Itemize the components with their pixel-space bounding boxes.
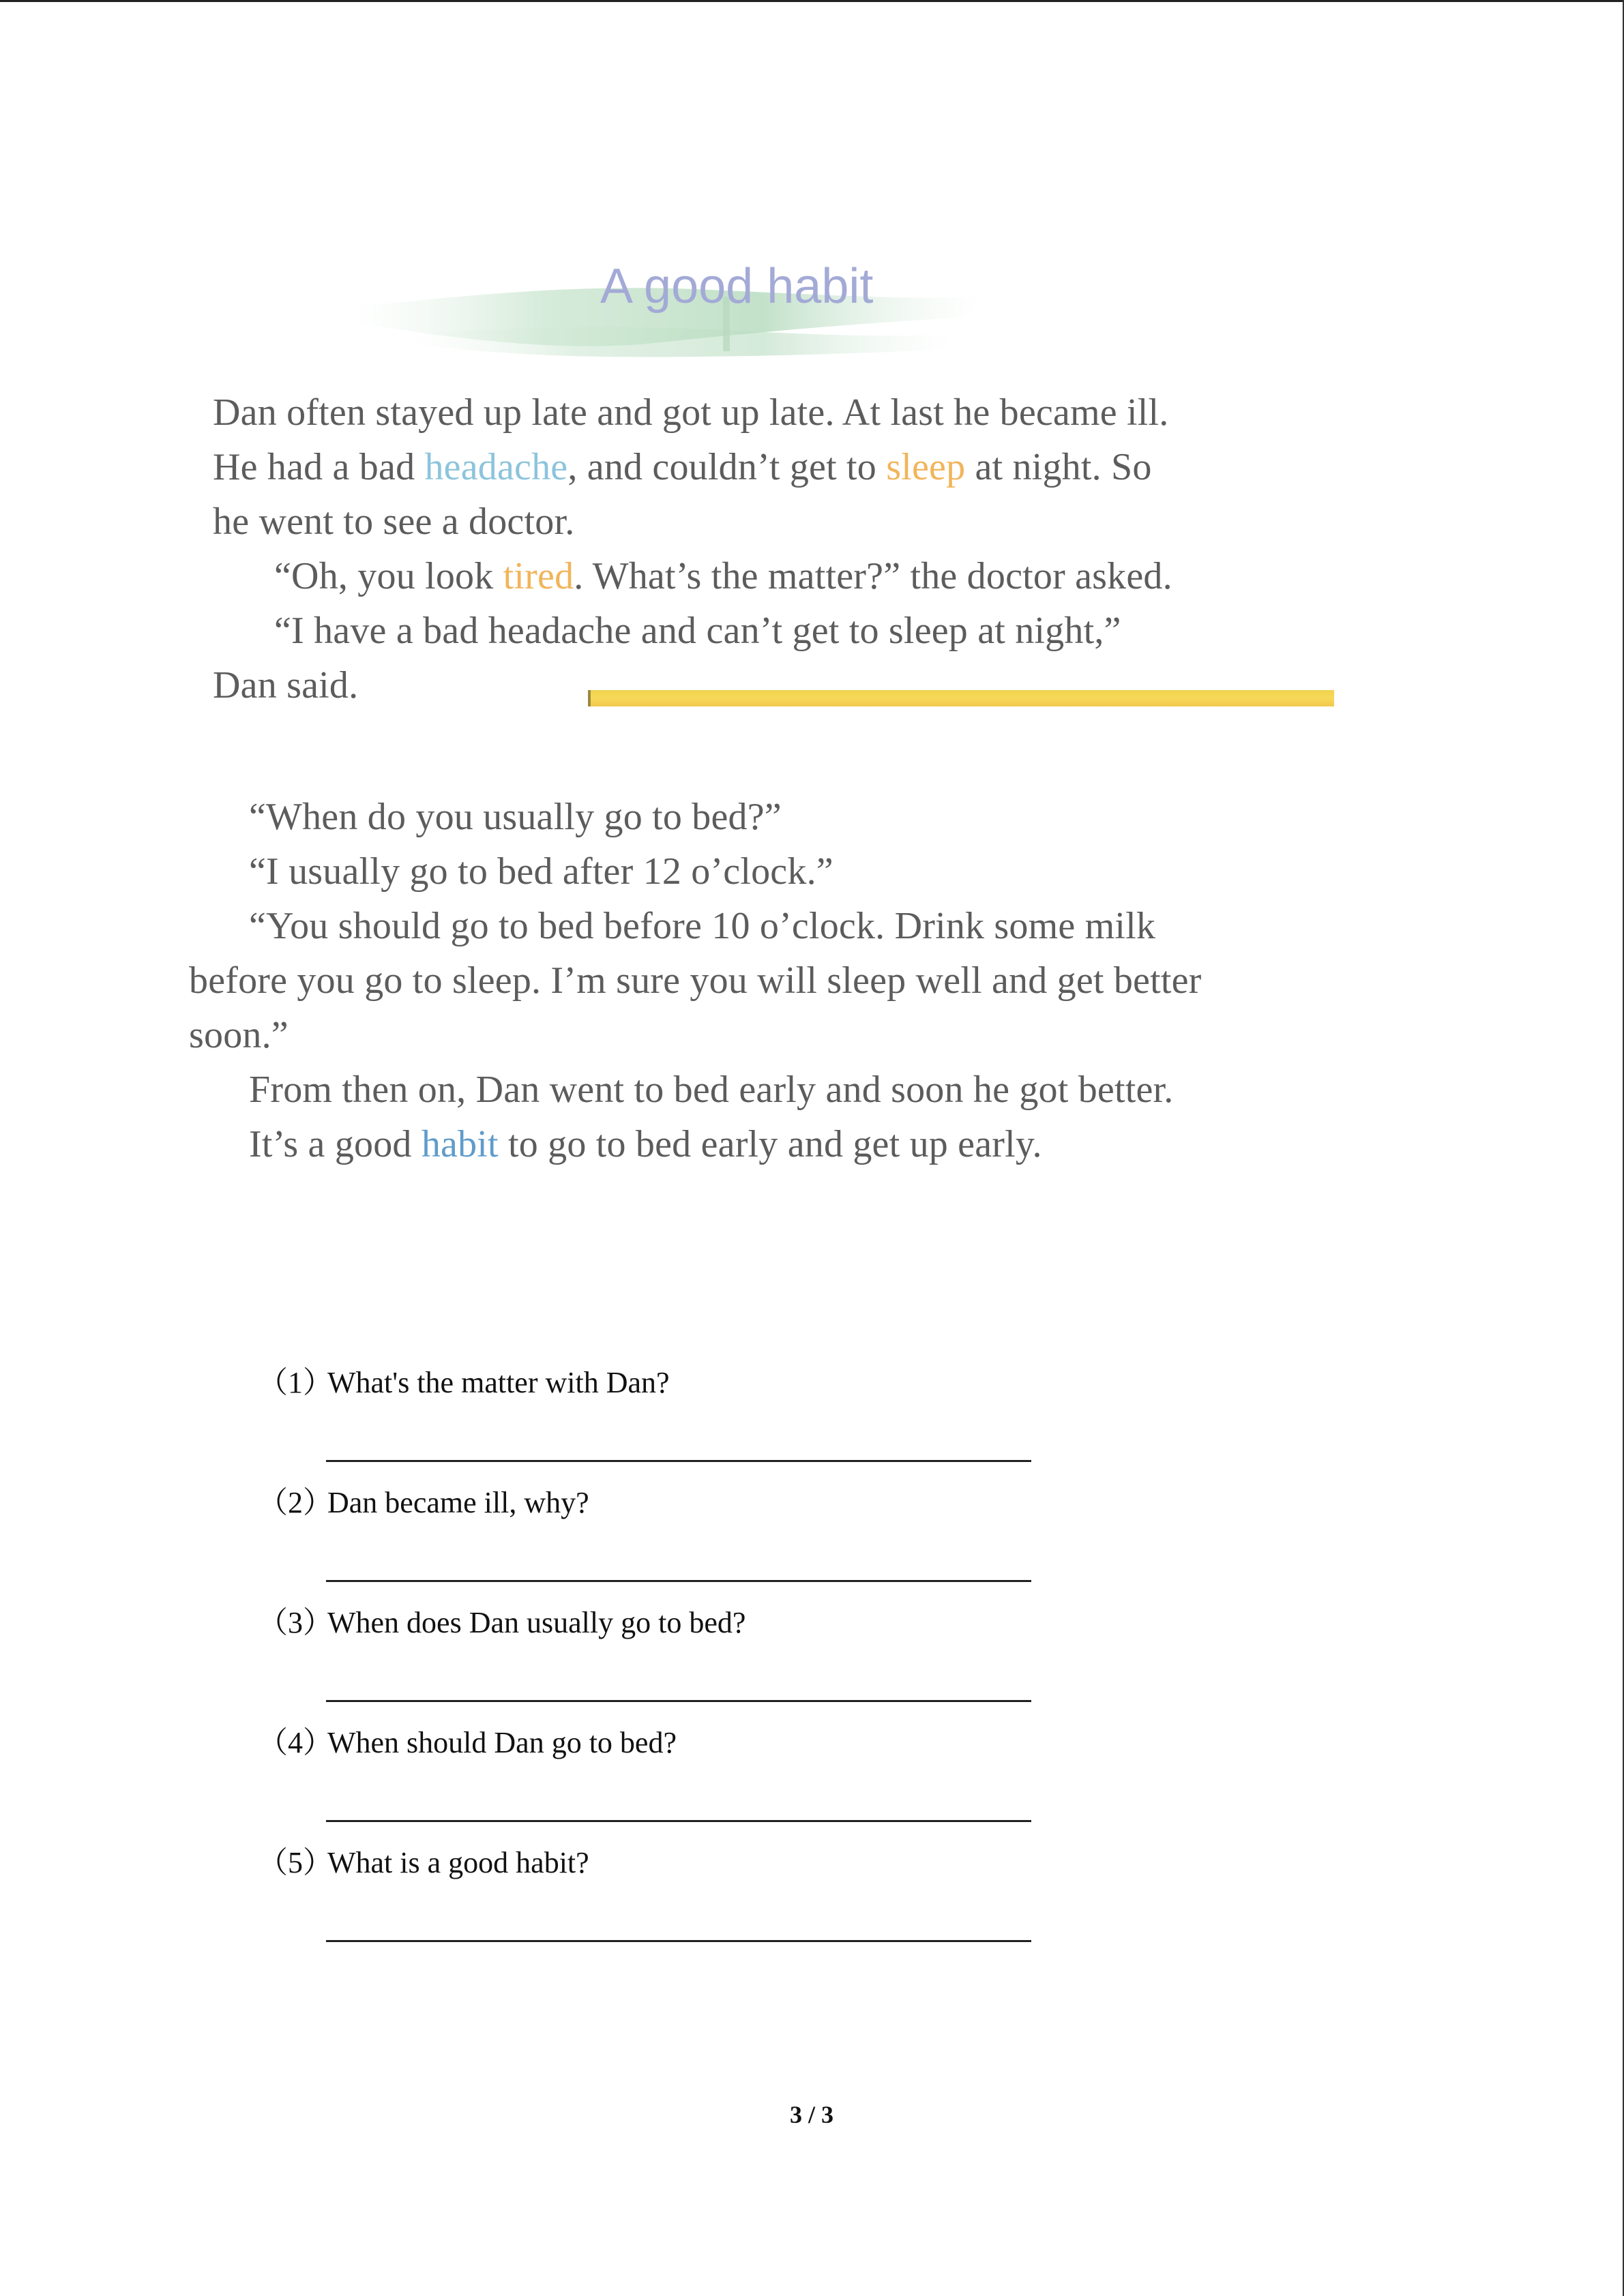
para2-line (274, 549, 1172, 603)
para6-line3: soon.” (189, 1014, 289, 1056)
para2-part-a: “Oh, you look (274, 555, 503, 597)
para4-line: “When do you usually go to bed?” (249, 796, 782, 838)
vocab-headache: headache (424, 446, 568, 488)
para1-line2-part-b: , and couldn’t get to (567, 446, 887, 488)
question-5-number: （5） (258, 1846, 333, 1879)
question-3-number: （3） (258, 1606, 333, 1639)
vocab-habit: habit (421, 1123, 499, 1165)
question-1-text: What's the matter with Dan? (327, 1366, 670, 1399)
para3-line1: “I have a bad headache and can’t get to sleep at night,” (274, 610, 1121, 652)
para1-line2-part-c: at night. So (965, 446, 1152, 488)
yellow-divider-bar (588, 690, 1334, 706)
para3-line2: Dan said. (213, 664, 359, 706)
page-top-border (0, 0, 1624, 2)
question-4-number: （4） (258, 1726, 333, 1759)
para6-line1: “You should go to bed before 10 o’clock. Drink some milk (249, 905, 1156, 947)
story-title: A good habit (600, 259, 874, 314)
question-2-number: （2） (258, 1486, 333, 1519)
para7-line: From then on, Dan went to bed early and soon he got better. (249, 1069, 1174, 1111)
vocab-tired: tired (503, 555, 574, 597)
para1-line1: Dan often stayed up late and got up late. At last he became ill. (213, 391, 1169, 434)
answer-line-5[interactable] (326, 1940, 1031, 1942)
question-3-text: When does Dan usually go to bed? (327, 1606, 746, 1639)
para5-line: “I usually go to bed after 12 o’clock.” (249, 850, 833, 893)
question-4-text: When should Dan go to bed? (327, 1726, 677, 1759)
para1-line2-part-a: He had a bad (213, 446, 425, 488)
question-1 (258, 1362, 670, 1403)
answer-line-3[interactable] (326, 1700, 1031, 1702)
answer-line-2[interactable] (326, 1580, 1031, 1582)
para1-line3: he went to see a doctor. (213, 501, 575, 543)
page-number: 3 / 3 (789, 2101, 833, 2128)
question-2-text: Dan became ill, why? (327, 1486, 589, 1519)
para1-line2 (213, 440, 1152, 494)
answer-line-4[interactable] (326, 1820, 1031, 1822)
question-5 (258, 1843, 589, 1883)
para8-part-a: It’s a good (249, 1123, 422, 1165)
para2-part-b: . What’s the matter?” the doctor asked. (574, 555, 1172, 597)
question-1-number: （1） (258, 1366, 333, 1399)
question-5-text: What is a good habit? (327, 1846, 589, 1879)
para8-line (249, 1117, 1042, 1172)
question-2 (258, 1482, 589, 1523)
answer-line-1[interactable] (326, 1460, 1031, 1462)
para8-part-b: to go to bed early and get up early. (498, 1123, 1042, 1165)
vocab-sleep: sleep (886, 446, 966, 488)
question-3 (258, 1602, 745, 1643)
question-4 (258, 1723, 677, 1763)
para6-line2: before you go to sleep. I’m sure you will sleep well and get better (189, 959, 1202, 1002)
